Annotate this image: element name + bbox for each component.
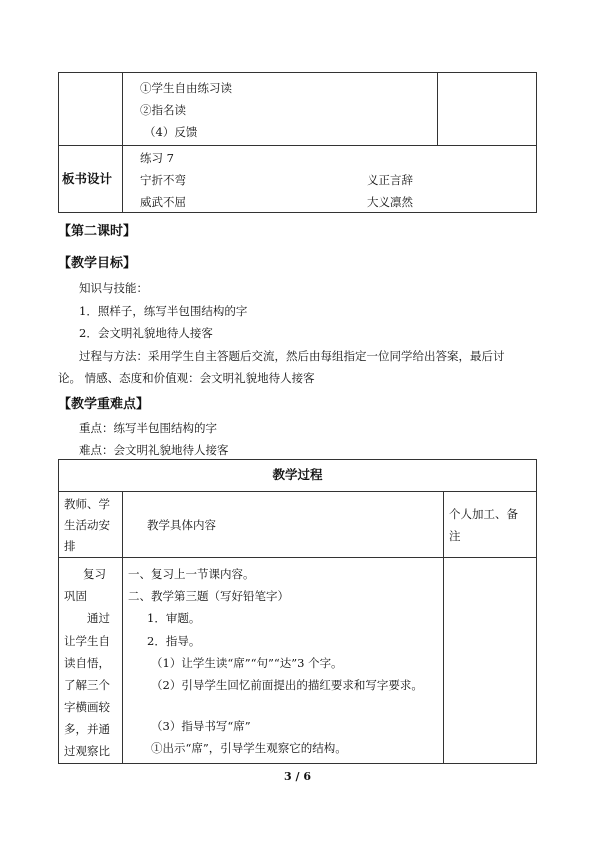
content-line: （2）引导学生回忆前面提出的描红要求和写字要求。 bbox=[151, 678, 423, 692]
process-table-title: 教学过程 bbox=[272, 467, 323, 482]
board-idiom: 大义凛然 bbox=[367, 195, 413, 209]
content-line: 1．审题。 bbox=[147, 611, 201, 625]
top-row1-line: （4）反馈 bbox=[144, 125, 198, 139]
board-idiom: 义正言辞 bbox=[367, 173, 413, 187]
activity-line: 巩固 bbox=[64, 589, 87, 603]
content-line: （3）指导书写“席” bbox=[151, 719, 251, 733]
key-focus: 重点：练写半包围结构的字 bbox=[79, 421, 217, 435]
content-line: ①出示“席”，引导学生观察它的结构。 bbox=[151, 741, 347, 755]
goals-process: 论。 情感、态度和价值观：会文明礼貌地待人接客 bbox=[58, 371, 315, 385]
board-title: 练习 7 bbox=[140, 151, 174, 165]
section-heading: 【教学重难点】 bbox=[58, 397, 150, 412]
goals-item: 2．会文明礼貌地待人接客 bbox=[79, 326, 213, 340]
board-idiom: 宁折不弯 bbox=[140, 173, 186, 187]
top-row1-line: ②指名读 bbox=[140, 103, 186, 117]
goals-item: 1．照样子，练写半包围结构的字 bbox=[79, 304, 248, 318]
section-heading: 【教学目标】 bbox=[58, 256, 137, 271]
goals-knowledge-label: 知识与技能： bbox=[79, 281, 148, 295]
board-design-label: 板书设计 bbox=[62, 171, 113, 186]
header-col3-line: 注 bbox=[449, 529, 461, 543]
section-heading: 【第二课时】 bbox=[58, 224, 137, 239]
content-line: 二、教学第三题（写好铅笔字） bbox=[128, 589, 289, 603]
header-col1-line: 生活动安 bbox=[64, 518, 110, 532]
page-number: 3 / 6 bbox=[284, 770, 311, 783]
header-col1-line: 排 bbox=[64, 539, 76, 553]
content-line: （1）让学生读“席”“句”“达”3 个字。 bbox=[151, 656, 343, 670]
board-idiom: 威武不屈 bbox=[140, 195, 186, 209]
activity-line: 通过 bbox=[87, 611, 110, 625]
header-col3-line: 个人加工、备 bbox=[449, 507, 518, 521]
activity-line: 字横画较 bbox=[64, 700, 110, 714]
goals-process: 过程与方法：采用学生自主答题后交流，然后由每组指定一位同学给出答案，最后讨 bbox=[79, 349, 505, 363]
activity-line: 过观察比 bbox=[64, 744, 110, 758]
content-line: 一、复习上一节课内容。 bbox=[128, 567, 255, 581]
key-difficulty: 难点：会文明礼貌地待人接客 bbox=[79, 443, 229, 457]
activity-line: 多，并通 bbox=[64, 722, 110, 736]
activity-line: 复习 bbox=[83, 567, 106, 581]
activity-line: 读自悟， bbox=[64, 656, 110, 670]
content-line: 2．指导。 bbox=[147, 634, 201, 648]
header-col2: 教学具体内容 bbox=[147, 518, 216, 532]
header-col1-line: 教师、学 bbox=[64, 497, 110, 511]
activity-line: 让学生自 bbox=[64, 634, 110, 648]
activity-line: 了解三个 bbox=[64, 678, 110, 692]
top-row1-line: ①学生自由练习读 bbox=[140, 81, 232, 95]
